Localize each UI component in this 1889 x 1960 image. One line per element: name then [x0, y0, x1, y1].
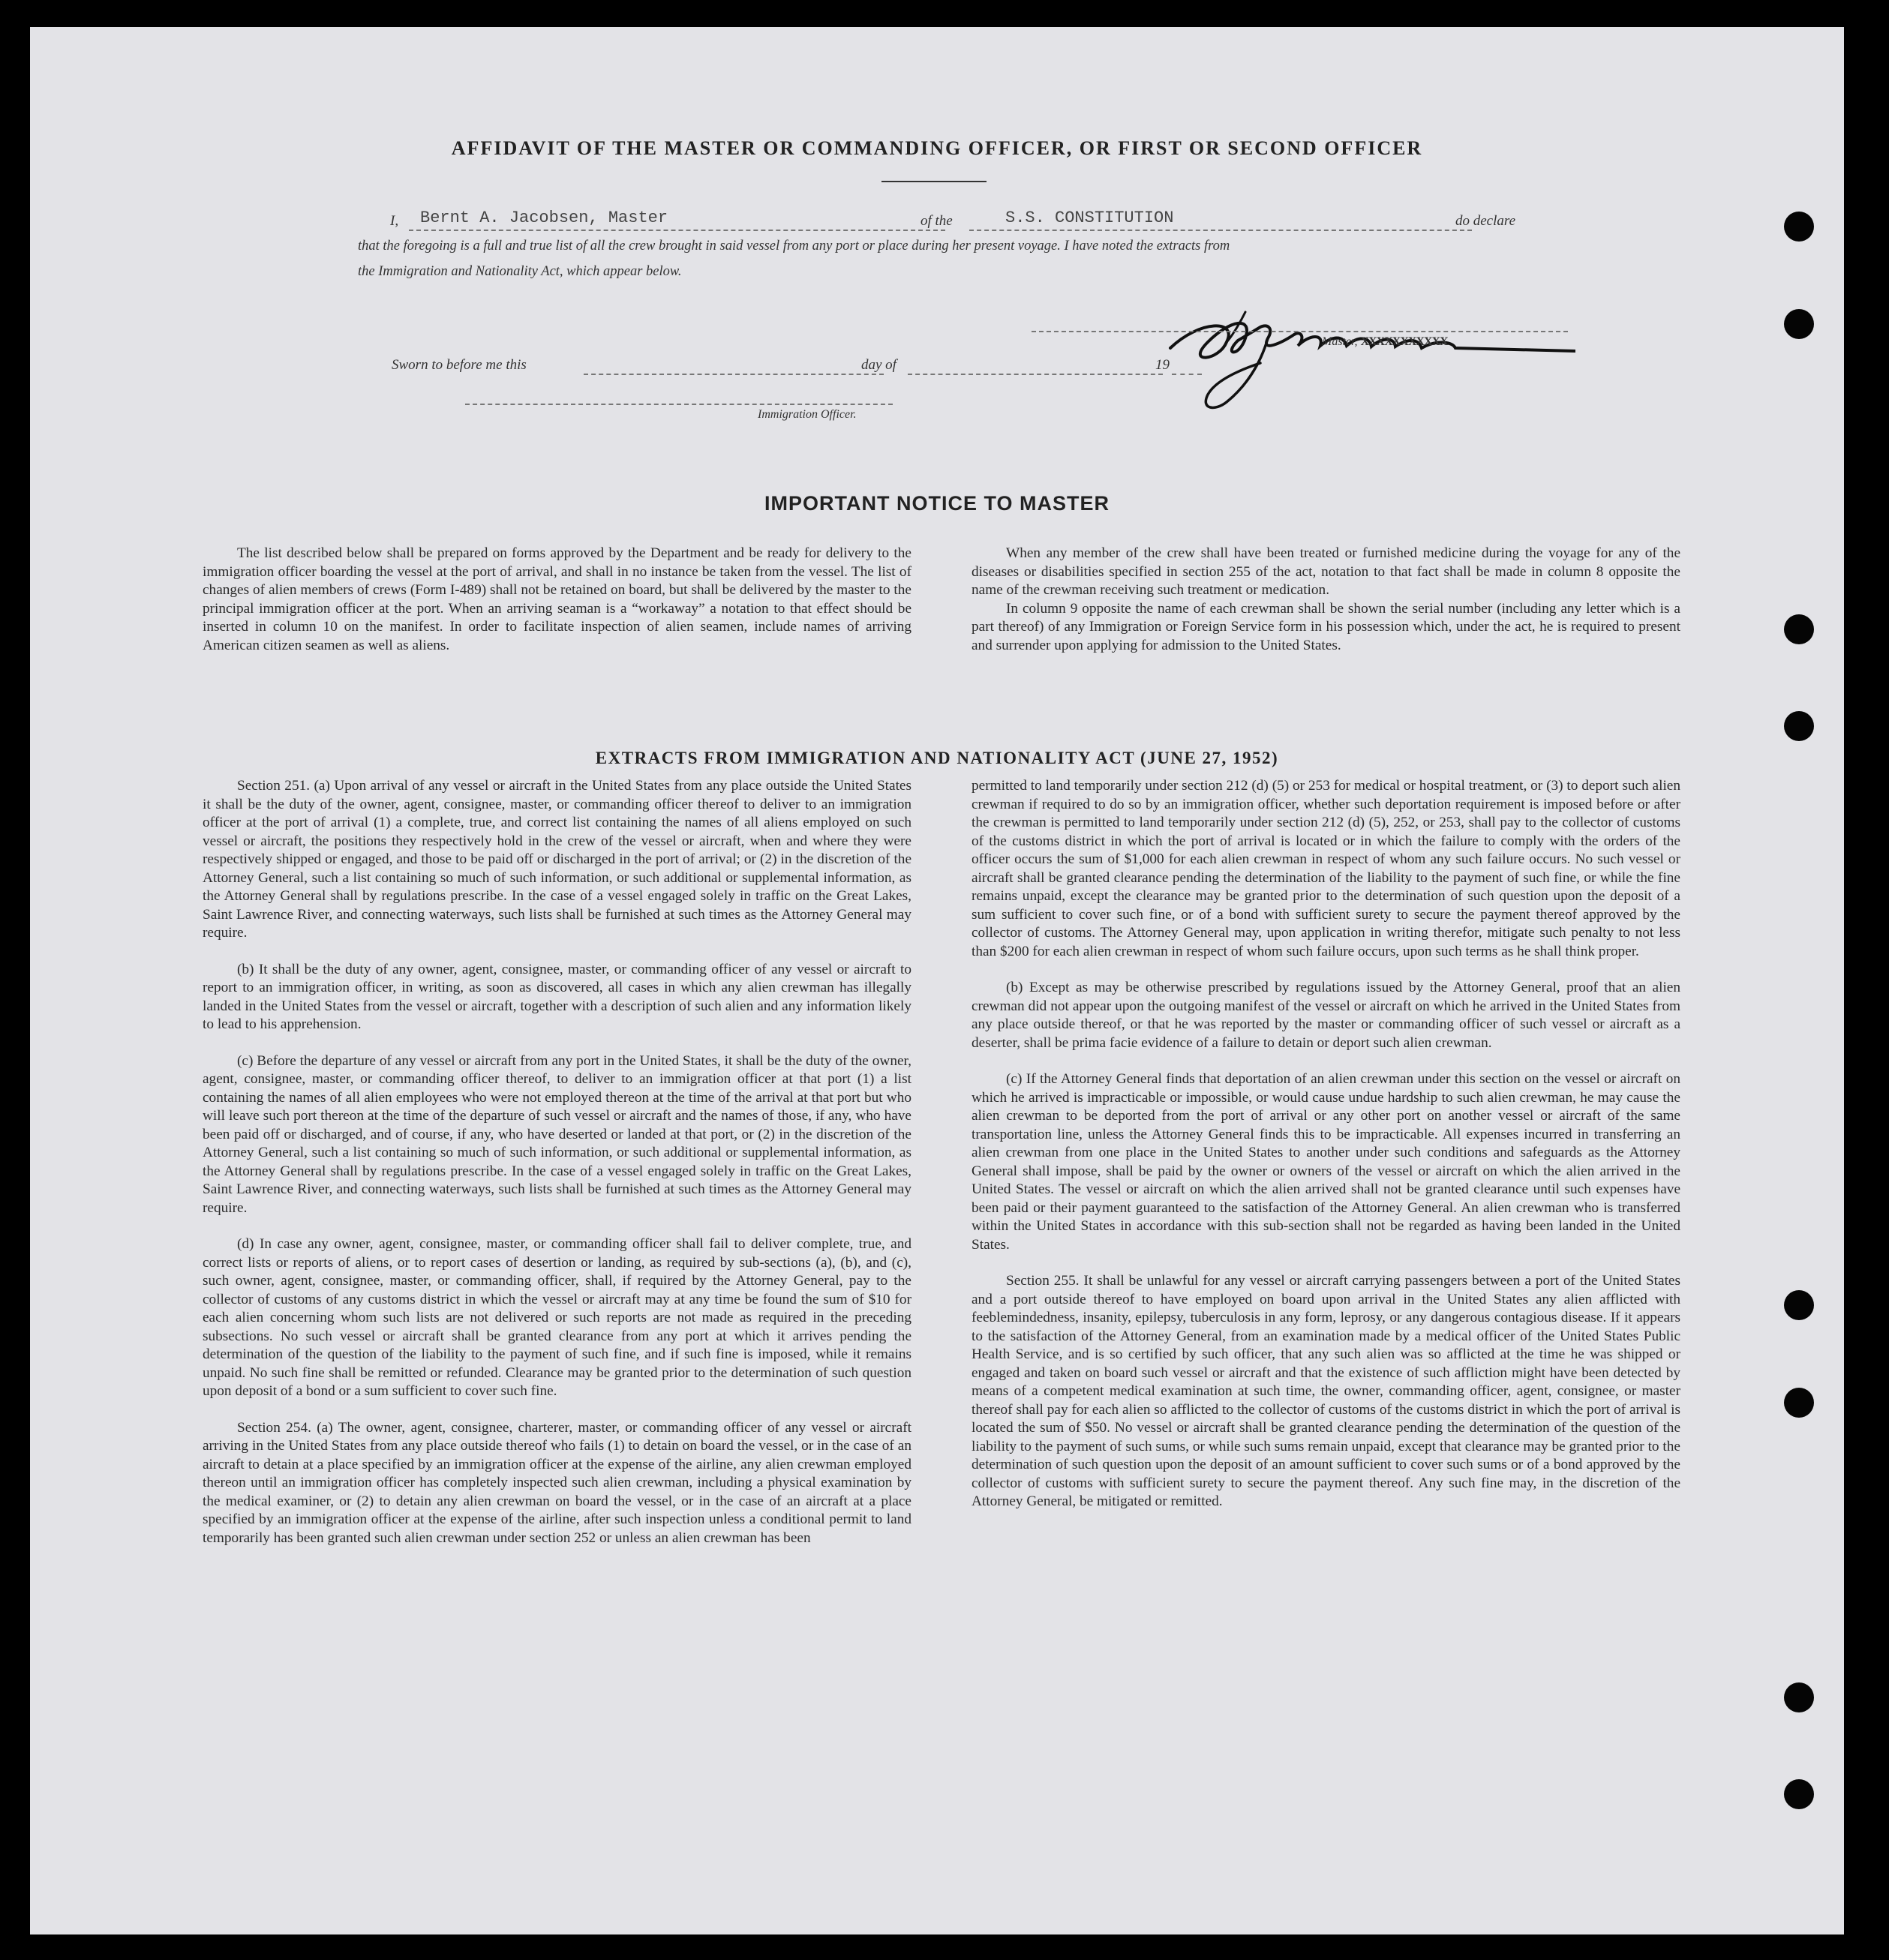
extracts-title: EXTRACTS FROM IMMIGRATION AND NATIONALITY ACT (JUNE 27, 1952)	[595, 749, 1279, 767]
binder-hole	[1784, 711, 1814, 741]
vessel-line	[969, 230, 1472, 231]
binder-hole	[1784, 1682, 1814, 1712]
notice-left-column	[203, 545, 911, 655]
master-label: Master,	[1322, 335, 1358, 348]
section-255: Section 255. It shall be unlawful for any vessel or aircraft carrying passengers between a port of the United States and a port outside thereof to have employed on board upon arrival in the United States any alien afflicted with feeblemindedness, insanity, epilepsy, tuberculosis in any form, leprosy, or any dangerous contagious disease. If it appears to the satisfaction of the Attorney General, from an examination made by a medical officer of the United States Public Health Service, and is so certified by such officer, that any such alien was so afflicted at the time he was shipped or engaged and taken on board such vessel or aircraft and that the existence of such affliction might have been detected by means of a competent medical examination at such time, the owner, commanding officer, agent, consignee, or master thereof shall pay for each alien so afflicted to the collector of customs of the customs district in which the port of arrival is located the sum of $50. No vessel or aircraft shall be granted clearance pending the determination of the question of the liability to the payment of such sums, or while such sums remain unpaid, except that clearance may be granted prior to the determination of such question upon the deposit of an amount sufficient to cover such sums or of a bond approved by the collector of customs with sufficient surety to secure the payment thereof. Any such fine may, in the discretion of the Attorney General, be mitigated or remitted.	[972, 1273, 1680, 1509]
binder-hole	[1784, 309, 1814, 339]
declarant-name: Bernt A. Jacobsen, Master	[420, 209, 668, 227]
extracts-left-column	[203, 777, 911, 1547]
section-254-c: (c) If the Attorney General finds that deportation of an alien crewman under this section on the vessel or aircraft on which he arrived is impracticable or impossible, or would cause undue hardship to such alien crewman, he may cause the alien crewman to be deported from the port of arrival or any other port on another vessel or aircraft of the same transportation line, unless the Attorney General finds this to be impracticable. All expenses incurred in transferring an alien crewman from one place in the United States to another under such conditions and safeguards as the Attorney General shall impose, shall be paid by the owner or owners of the vessel or aircraft on which the alien arrived in the United States. The vessel or aircraft on which the alien arrived shall not be granted clearance until such expenses have been paid or their payment guaranteed to the satisfaction of the Attorney General. An alien crewman who is transferred within the United States in accordance with this sub-section shall not be regarded as having been landed in the United States.	[972, 1071, 1680, 1253]
day-of-label: day of	[861, 357, 896, 373]
affidavit-title: AFFIDAVIT OF THE MASTER OR COMMANDING OFFICER, OR FIRST OR SECOND OFFICER	[451, 137, 1423, 159]
section-251-d: (d) In case any owner, agent, consignee, master, or commanding officer shall fail to deliver complete, true, and correct lists or reports of aliens, or to report cases of desertion or landing, as required by sub-sections (a), (b), and (c), such owner, agent, consignee, master, or commanding officer, shall, if required by the Attorney General, pay to the collector of customs of any customs district in which the vessel or aircraft may at any time be found the sum of $10 for each alien concerning whom such lists are not delivered or such reports are not made as required in the preceding subsections. No such vessel or aircraft shall be granted clearance from any port at which it arrives pending the determination of the question of the liability to the payment of such fine, and if such fine is imposed, while it remains unpaid. No such fine shall be remitted or refunded. Clearance may be granted prior to the determination of such question upon deposit of a bond or a sum sufficient to cover such fine.	[203, 1236, 911, 1399]
do-declare-label: do declare	[1455, 213, 1516, 229]
binder-hole	[1784, 1388, 1814, 1418]
master-signature	[1155, 282, 1575, 417]
year-prefix: 19	[1155, 357, 1170, 373]
sworn-day-line	[584, 374, 884, 375]
binder-hole	[1784, 212, 1814, 242]
binder-hole	[1784, 1779, 1814, 1809]
master-caption	[1322, 335, 1448, 349]
notice-title: IMPORTANT NOTICE TO MASTER	[764, 492, 1110, 515]
immigration-officer-line	[465, 404, 893, 405]
signature-line	[1032, 331, 1568, 332]
affidavit-line-2: that the foregoing is a full and true list of all the crew brought in said vessel from any port or place during her present voyage. I have noted the extracts from	[358, 239, 1230, 254]
sworn-label: Sworn to before me this	[392, 357, 527, 373]
vessel-name: S.S. CONSTITUTION	[1005, 209, 1174, 227]
section-254-a-continued: permitted to land temporarily under section 212 (d) (5) or 253 for medical or hospital treatment, or (3) to deport such alien crewman if required to do so by an immigration officer, whether such deportation requirement is imposed before or after the crewman is permitted to land temporarily under section 212 (d) (5), 252, or 253, shall pay to the collector of customs of the customs district in which the port of arrival is located or in which the failure to comply with the orders of the officer occurs the sum of $1,000 for each alien crewman in respect of whom any such failure occurs. No such vessel or aircraft shall be granted clearance pending the determination of the liability to the payment of such fine, or while the fine remains unpaid, except the clearance may be granted prior to the determination of such question upon the deposit of a sum sufficient to cover such fine, or of a bond with sufficient surety to secure the payment thereof approved by the collector of customs. The Attorney General may, upon application in writing therefor, mitigate such penalty to not less than $200 for each alien crewman in respect of whom such failure occurs, upon such terms as he shall think proper.	[972, 778, 1680, 959]
year-line	[1172, 374, 1202, 375]
section-254-a: Section 254. (a) The owner, agent, consignee, charterer, master, or commanding officer of any vessel or aircraft arriving in the United States from any place outside thereof who fails (1) to detain on board the vessel, or in the case of an aircraft to detain at a place specified by an immigration officer at the expense of the airline, any alien crewman employed thereon until an immigration officer has completely inspected such alien crewman, including a physical examination by the medical examiner, or (2) to detain any alien crewman on board the vessel, or in the case of an aircraft at a place specified by an immigration officer at the expense of the airline, after such inspection unless a conditional permit to land temporarily has been granted such alien crewman under section 252 or unless an alien crewman has been	[203, 1419, 911, 1546]
notice-right-text-2: In column 9 opposite the name of each crewman shall be shown the serial number (including any letter which is a part thereof) of any Immigration or Foreign Service form in his possession which, under the act, he is required to present and surrender upon applying for admission to the United States.	[972, 600, 1680, 653]
affidavit-line-3: the Immigration and Nationality Act, which appear below.	[358, 264, 682, 279]
title-divider	[881, 181, 987, 182]
binder-hole	[1784, 1290, 1814, 1320]
extracts-right-column	[972, 777, 1680, 1511]
struck-title: XXXXXXXXXXX	[1360, 335, 1448, 348]
section-251-c: (c) Before the departure of any vessel or aircraft from any port in the United States, it shall be the duty of the owner, agent, consignee, master, or commanding officer thereof, to deliver to an immigration officer at that port (1) a list containing the names of all alien employees who were not employed thereon at the time of the arrival at that port but who will leave such port thereon at the time of the departure of such vessel or aircraft and the names of those, if any, who have been paid off or discharged, and of course, if any, who have deserted or landed at that port, or (2) in the discretion of the Attorney General, such a list containing so much of such information, or such additional or supplemental information, as the Attorney General shall by regulations prescribe. In the case of a vessel engaged solely in traffic on the Great Lakes, Saint Lawrence River, and connecting waterways, such lists shall be furnished at such times as the Attorney General may require.	[203, 1052, 911, 1216]
document-page	[30, 27, 1844, 1934]
section-251-a: Section 251. (a) Upon arrival of any vessel or aircraft in the United States from any place outside the United States it shall be the duty of the owner, agent, consignee, master, or commanding officer thereof to deliver to an immigration officer at the port of arrival (1) a complete, true, and correct list containing the names of all aliens employed on such vessel or aircraft, the positions they respectively hold in the crew of the vessel or aircraft, when and where they were respectively shipped or engaged, and those to be paid off or discharged in the port of arrival; or (2) in the discretion of the Attorney General, such a list containing so much of such information, or such additional or supplemental information, as the Attorney General shall by regulations prescribe. In the case of a vessel engaged solely in traffic on the Great Lakes, Saint Lawrence River, and connecting waterways, such lists shall be furnished at such times as the Attorney General may require.	[203, 778, 911, 941]
declarant-line	[409, 230, 945, 231]
notice-left-text: The list described below shall be prepared on forms approved by the Department and be ready for delivery to the immigration officer boarding the vessel at the port of arrival, and shall in no instance be taken from the vessel. The list of changes of alien members of crews (Form I-489) shall not be retained on board, but shall be delivered by the master to the principal immigration officer at the port. When an arriving seaman is a “workaway” a notation to that effect should be inserted in column 10 on the manifest. In order to facilitate inspection of alien seamen, include names of arriving American citizen seamen as well as aliens.	[203, 545, 911, 653]
binder-hole	[1784, 614, 1814, 644]
of-the-label: of the	[920, 213, 953, 229]
notice-right-text-1: When any member of the crew shall have been treated or furnished medicine during the voyage for any of the diseases or disabilities specified in section 255 of the act, notation to that fact shall be made in column 8 opposite the name of the crewman receiving such treatment or medication.	[972, 545, 1680, 598]
section-251-b: (b) It shall be the duty of any owner, agent, consignee, master, or commanding officer of any vessel or aircraft to report to an immigration officer, in writing, as soon as discovered, all cases in which any alien crewman has illegally landed in the United States from the vessel or aircraft, together with a description of such alien and any information likely to lead to his apprehension.	[203, 961, 911, 1032]
notice-right-column	[972, 545, 1680, 655]
affidavit-i-label: I,	[390, 213, 399, 229]
immigration-officer-label: Immigration Officer.	[758, 408, 857, 421]
sworn-month-line	[908, 374, 1163, 375]
section-254-b: (b) Except as may be otherwise prescribed by regulations issued by the Attorney General, proof that an alien crewman did not appear upon the outgoing manifest of the vessel or aircraft on which he arrived in the United States from any place outside thereof, or that he was reported by the master or commanding officer of such vessel or aircraft as a deserter, shall be prima facie evidence of a failure to detain or deport such alien crewman.	[972, 980, 1680, 1051]
